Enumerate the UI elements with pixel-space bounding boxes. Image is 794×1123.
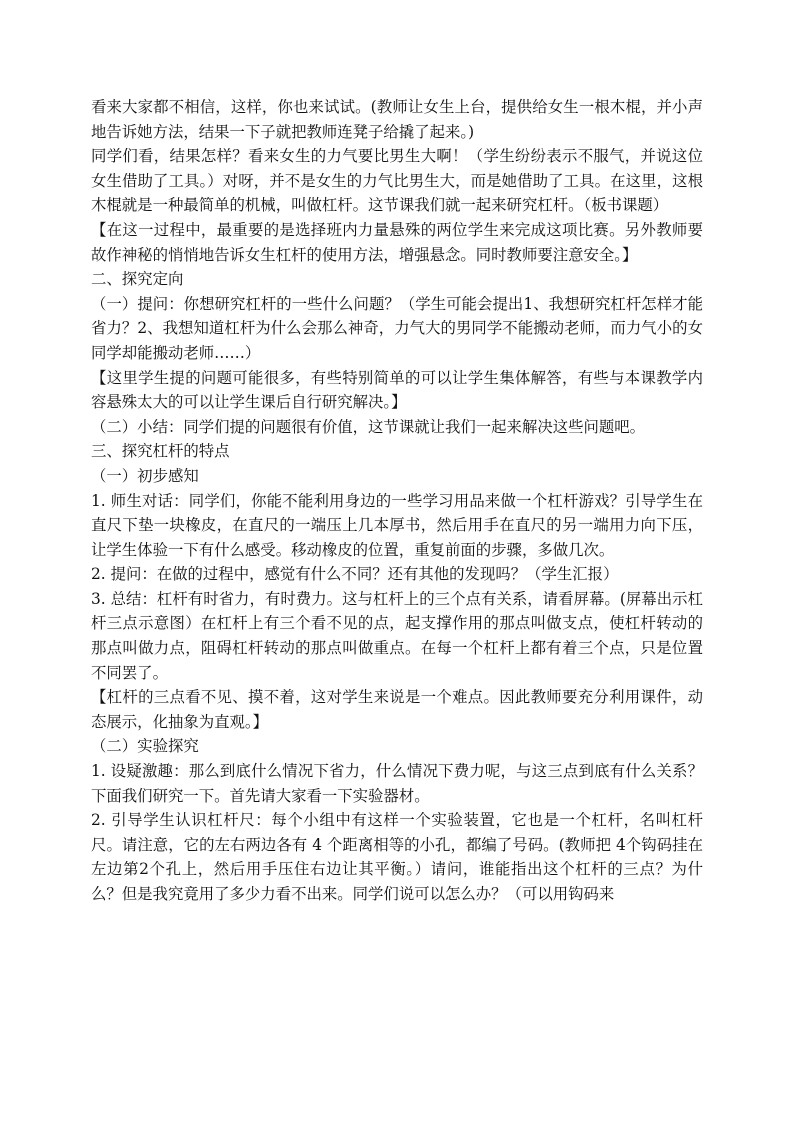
- paragraph-set-question: 1. 设疑激趣：那么到底什么情况下省力，什么情况下费力呢，与这三点到底有什么关系？下面我们研究一下。首先请大家看一下实验器材。: [91, 762, 703, 805]
- paragraph-dialogue: 1. 师生对话：同学们，你能不能利用身边的一些学习用品来做一个杠杆游戏？引导学生在直尺下垫一块橡皮，在直尺的一端压上几本厚书，然后用手在直尺的另一端用力向下压，让学生体验一下有什么感受。移动橡皮的位置，重复前面的步骤，多做几次。: [91, 491, 703, 559]
- document-page: [91, 95, 703, 907]
- section-heading-exploration-direction: 二、探究定向: [91, 270, 184, 289]
- paragraph-intro-demo: 看来大家都不相信，这样，你也来试试。(教师让女生上台，提供给女生一根木棍，并小声地告诉她方法，结果一下子就把教师连凳子给撬了起来。): [91, 98, 703, 141]
- section-heading-lever-features: 三、探究杠杆的特点: [91, 442, 230, 461]
- subsection-heading-experiment: （二）实验探究: [91, 737, 199, 756]
- paragraph-question: （一）提问：你想研究杠杆的一些什么问题？（学生可能会提出1、我想研究杠杆怎样才能省力？2、我想知道杠杆为什么会那么神奇，力气大的男同学不能搬动老师，而力气小的女同学却能搬动老师……）: [91, 294, 703, 362]
- paragraph-summary: （二）小结：同学们提的问题很有价值，这节课就让我们一起来解决这些问题吧。: [91, 417, 646, 436]
- paragraph-result-discussion: 同学们看，结果怎样？看来女生的力气要比男生大啊！（学生纷纷表示不服气，并说这位女生借助了工具。）对呀，并不是女生的力气比男生大，而是她借助了工具。在这里，这根木棍就是一种最简单的机械，叫做杠杆。这节课我们就一起来研究杠杆。（板书课题）: [91, 147, 703, 215]
- paragraph-lever-ruler: 2. 引导学生认识杠杆尺：每个小组中有这样一个实验装置，它也是一个杠杆，名叫杠杆尺。请注意，它的左右两边各有 4 个距离相等的小孔，都编了号码。(教师把 4个钩码挂在左边第2个孔上，然后用手压住右边让其平衡。）请问，谁能指出这个杠杆的三点？为什么？但是我究竟用了多少力看不出来。同学们说可以怎么办？（可以用钩码来: [91, 811, 703, 903]
- subsection-heading-initial-perception: （一）初步感知: [91, 466, 199, 485]
- paragraph-note-questions: 【这里学生提的问题可能很多，有些特别简单的可以让学生集体解答，有些与本课教学内容悬殊太大的可以让学生课后自行研究解决。】: [91, 368, 703, 412]
- paragraph-conclusion: 3. 总结：杠杆有时省力，有时费力。这与杠杆上的三个点有关系，请看屏幕。(屏幕出示杠杆三点示意图）在杠杆上有三个看不见的点，起支撑作用的那点叫做支点，使杠杆转动的那点叫做力点，阻碍杠杆转动的那点叫做重点。在每一个杠杆上都有着三个点，只是位置不同罢了。: [91, 589, 703, 682]
- paragraph-note-competition: 【在这一过程中，最重要的是选择班内力量悬殊的两位学生来完成这项比赛。另外教师要故作神秘的悄悄地告诉女生杠杆的使用方法，增强悬念。同时教师要注意安全。】: [91, 220, 703, 264]
- paragraph-note-three-points: 【杠杆的三点看不见、摸不着，这对学生来说是一个难点。因此教师要充分利用课件，动态展示，化抽象为直观。】: [91, 688, 703, 731]
- paragraph-ask: 2. 提问：在做的过程中，感觉有什么不同？还有其他的发现吗？（学生汇报）: [91, 565, 619, 584]
